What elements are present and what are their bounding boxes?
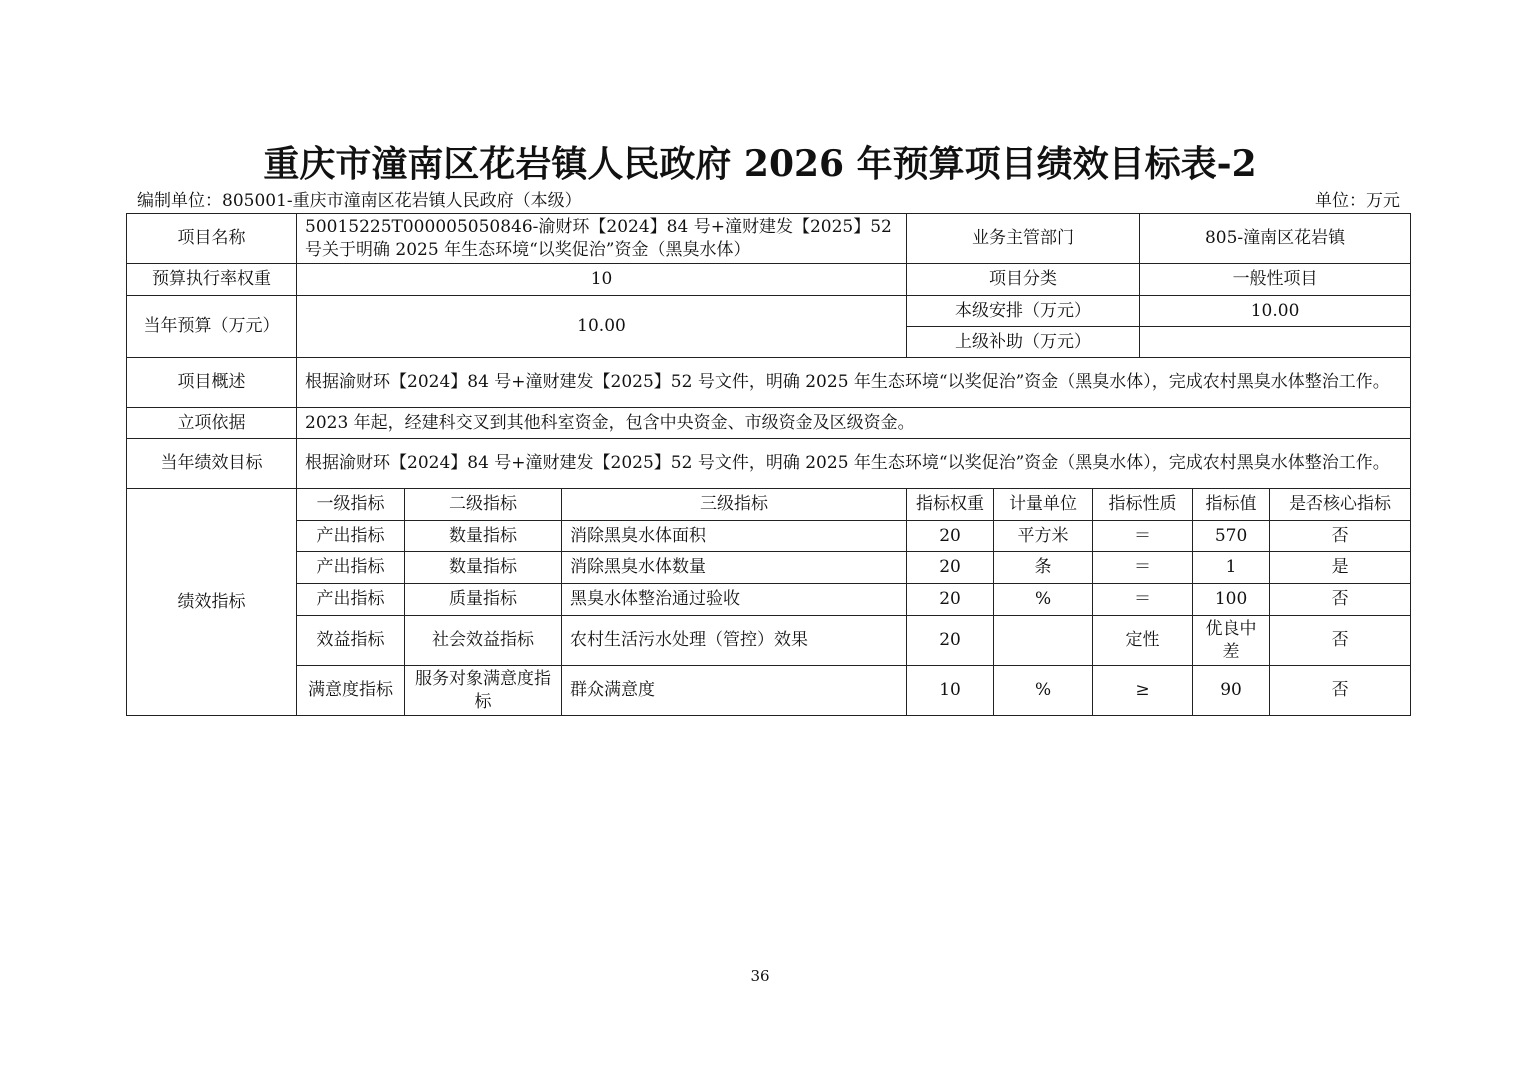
indicator-l2: 质量指标 (405, 584, 562, 616)
performance-table (126, 213, 1411, 716)
indicator-value: 570 (1193, 521, 1270, 552)
header-l1: 一级指标 (297, 489, 405, 521)
project-name-row (127, 214, 1411, 264)
indicator-unit: 条 (994, 552, 1093, 584)
indicator-row (127, 584, 1411, 616)
indicator-weight: 20 (907, 584, 994, 616)
header-l2: 二级指标 (405, 489, 562, 521)
indicator-l1: 满意度指标 (297, 666, 405, 716)
budget-row (127, 296, 1411, 327)
indicator-l3: 农村生活污水处理（管控）效果 (562, 616, 907, 666)
indicator-row (127, 521, 1411, 552)
indicator-weight: 20 (907, 521, 994, 552)
overview-value: 根据渝财环【2024】84 号+潼财建发【2025】52 号文件，明确 2025 年生态环境“以奖促治”资金（黑臭水体），完成农村黑臭水体整治工作。 (297, 358, 1411, 408)
indicator-l1: 效益指标 (297, 616, 405, 666)
indicator-l3: 群众满意度 (562, 666, 907, 716)
goal-label: 当年绩效目标 (127, 439, 297, 489)
indicator-nature: ＝ (1093, 584, 1193, 616)
header-value: 指标值 (1193, 489, 1270, 521)
page-title: 重庆市潼南区花岩镇人民政府 2026 年预算项目绩效目标表-2 (263, 143, 1257, 185)
indicator-value: 100 (1193, 584, 1270, 616)
dept-label: 业务主管部门 (907, 214, 1140, 264)
unit-label: 编制单位：805001-重庆市潼南区花岩镇人民政府（本级） (137, 191, 582, 211)
basis-value: 2023 年起，经建科交叉到其他科室资金，包含中央资金、市级资金及区级资金。 (297, 408, 1411, 439)
header-l3: 三级指标 (562, 489, 907, 521)
indicator-label: 绩效指标 (127, 489, 297, 716)
budget-label: 当年预算（万元） (127, 296, 297, 358)
indicator-unit: % (994, 584, 1093, 616)
indicator-nature: ＝ (1093, 521, 1193, 552)
category-value: 一般性项目 (1140, 264, 1411, 296)
goal-row (127, 439, 1411, 489)
dept-value: 805-潼南区花岩镇 (1140, 214, 1411, 264)
indicator-l2: 数量指标 (405, 521, 562, 552)
overview-label: 项目概述 (127, 358, 297, 408)
upper-label: 上级补助（万元） (907, 327, 1140, 358)
weight-value: 10 (297, 264, 907, 296)
indicator-core: 是 (1270, 552, 1411, 584)
indicator-l2: 社会效益指标 (405, 616, 562, 666)
indicator-l2: 服务对象满意度指标 (405, 666, 562, 716)
header-nature: 指标性质 (1093, 489, 1193, 521)
indicator-value: 1 (1193, 552, 1270, 584)
indicator-nature: ≥ (1093, 666, 1193, 716)
indicator-weight: 20 (907, 552, 994, 584)
indicator-core: 否 (1270, 666, 1411, 716)
header-core: 是否核心指标 (1270, 489, 1411, 521)
page-number: 36 (750, 967, 770, 985)
local-label: 本级安排（万元） (907, 296, 1140, 327)
indicator-l1: 产出指标 (297, 584, 405, 616)
indicator-l1: 产出指标 (297, 552, 405, 584)
indicator-unit (994, 616, 1093, 666)
indicator-row (127, 616, 1411, 666)
indicator-core: 否 (1270, 521, 1411, 552)
header-unit: 计量单位 (994, 489, 1093, 521)
indicator-value: 优良中差 (1193, 616, 1270, 666)
weight-row (127, 264, 1411, 296)
basis-label: 立项依据 (127, 408, 297, 439)
local-value: 10.00 (1140, 296, 1411, 327)
indicator-nature: ＝ (1093, 552, 1193, 584)
indicator-core: 否 (1270, 616, 1411, 666)
goal-value: 根据渝财环【2024】84 号+潼财建发【2025】52 号文件，明确 2025 年生态环境“以奖促治”资金（黑臭水体），完成农村黑臭水体整治工作。 (297, 439, 1411, 489)
weight-label: 预算执行率权重 (127, 264, 297, 296)
indicator-value: 90 (1193, 666, 1270, 716)
overview-row (127, 358, 1411, 408)
indicator-l3: 消除黑臭水体数量 (562, 552, 907, 584)
indicator-weight: 20 (907, 616, 994, 666)
indicator-unit: % (994, 666, 1093, 716)
project-name-value: 50015225T000005050846-渝财环【2024】84 号+潼财建发【2025】52 号关于明确 2025 年生态环境“以奖促治”资金（黑臭水体） (297, 214, 907, 264)
indicator-l2: 数量指标 (405, 552, 562, 584)
indicator-nature: 定性 (1093, 616, 1193, 666)
indicator-l3: 消除黑臭水体面积 (562, 521, 907, 552)
indicator-header-row (127, 489, 1411, 521)
project-name-label: 项目名称 (127, 214, 297, 264)
indicator-row (127, 666, 1411, 716)
indicator-weight: 10 (907, 666, 994, 716)
header-weight: 指标权重 (907, 489, 994, 521)
indicator-unit: 平方米 (994, 521, 1093, 552)
indicator-row (127, 552, 1411, 584)
budget-value: 10.00 (297, 296, 907, 358)
indicator-l1: 产出指标 (297, 521, 405, 552)
basis-row (127, 408, 1411, 439)
currency-label: 单位：万元 (1315, 191, 1400, 211)
indicator-l3: 黑臭水体整治通过验收 (562, 584, 907, 616)
indicator-core: 否 (1270, 584, 1411, 616)
category-label: 项目分类 (907, 264, 1140, 296)
upper-value (1140, 327, 1411, 358)
